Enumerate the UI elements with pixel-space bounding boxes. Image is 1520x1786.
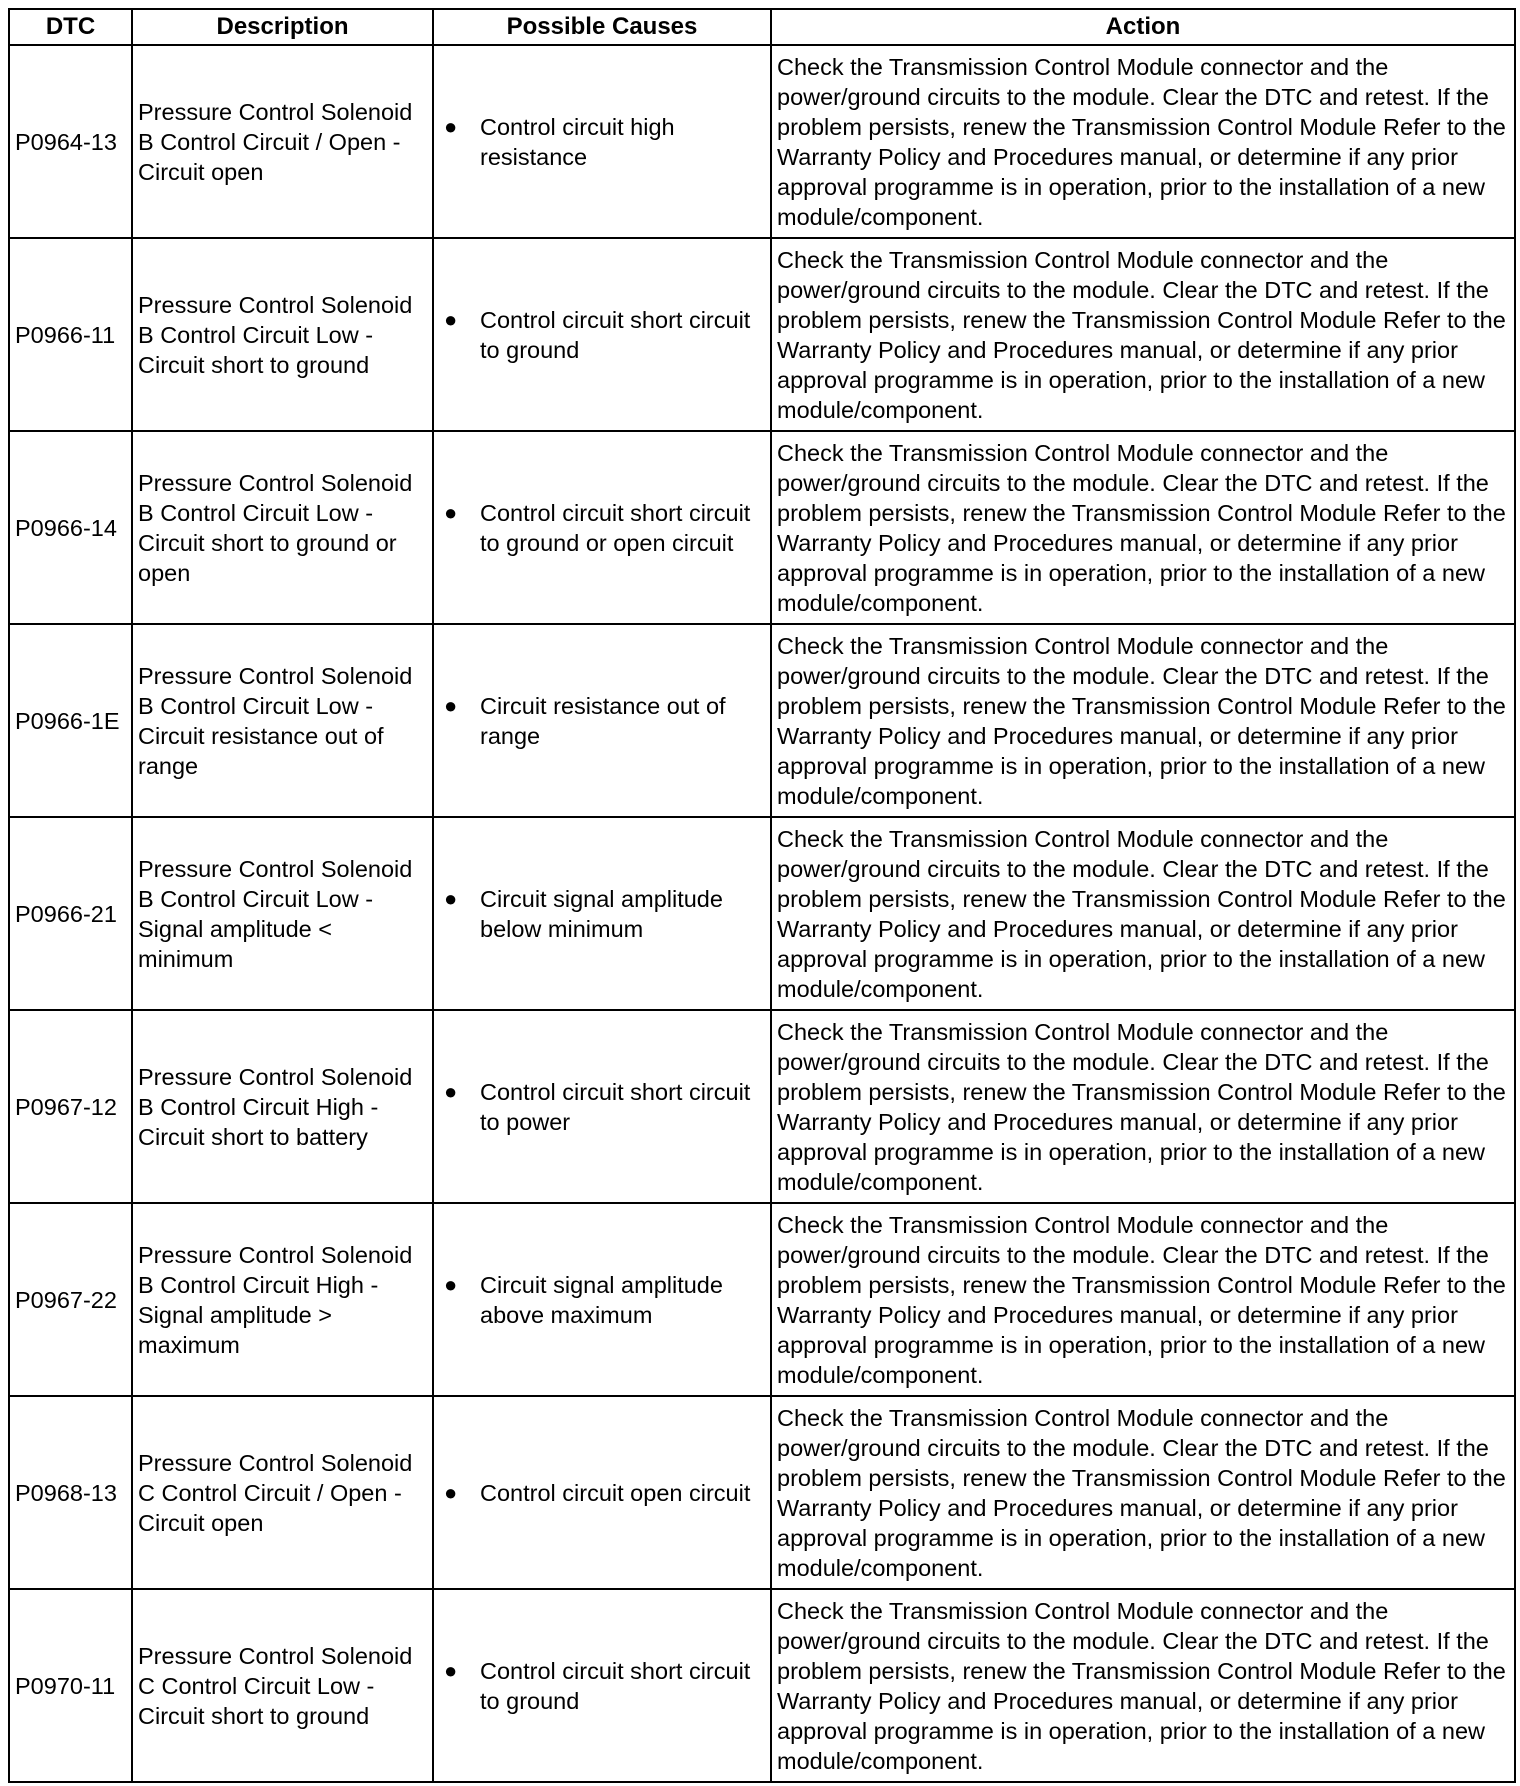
- possible-cause-text: Control circuit high resistance: [480, 113, 675, 170]
- dtc-table: [8, 8, 1516, 1783]
- dtc-code: P0967-12: [9, 1010, 132, 1203]
- action-text: Check the Transmission Control Module connector and the power/ground circuits to the module. Clear the DTC and retest. If the problem persists, renew the Transmission Control Module Refer to the Warranty Policy and Procedures manual, or determine if any prior approval programme is in operation, prior to the installation of a new module/component.: [771, 817, 1515, 1010]
- bullet-icon: ●: [444, 306, 458, 332]
- possible-cause-text: Circuit signal amplitude above maximum: [480, 1271, 723, 1328]
- table-row: [9, 1010, 1515, 1203]
- table-row: [9, 1203, 1515, 1396]
- possible-cause: [433, 1396, 771, 1589]
- possible-cause: [433, 1203, 771, 1396]
- bullet-icon: ●: [444, 885, 458, 911]
- action-text: Check the Transmission Control Module connector and the power/ground circuits to the module. Clear the DTC and retest. If the problem persists, renew the Transmission Control Module Refer to the Warranty Policy and Procedures manual, or determine if any prior approval programme is in operation, prior to the installation of a new module/component.: [771, 1589, 1515, 1782]
- header-action: Action: [771, 9, 1515, 45]
- dtc-code: P0966-1E: [9, 624, 132, 817]
- dtc-code: P0966-11: [9, 238, 132, 431]
- possible-cause-text: Control circuit short circuit to ground: [480, 306, 751, 363]
- header-dtc: DTC: [9, 9, 132, 45]
- possible-cause-text: Control circuit open circuit: [480, 1479, 751, 1506]
- possible-cause-text: Circuit signal amplitude below minimum: [480, 885, 723, 942]
- table-row: [9, 1396, 1515, 1589]
- bullet-icon: ●: [444, 499, 458, 525]
- possible-cause-text: Control circuit short circuit to ground: [480, 1657, 751, 1714]
- action-text: Check the Transmission Control Module connector and the power/ground circuits to the module. Clear the DTC and retest. If the problem persists, renew the Transmission Control Module Refer to the Warranty Policy and Procedures manual, or determine if any prior approval programme is in operation, prior to the installation of a new module/component.: [771, 238, 1515, 431]
- header-possible-causes: Possible Causes: [433, 9, 771, 45]
- dtc-code: P0966-14: [9, 431, 132, 624]
- dtc-description: Pressure Control Solenoid C Control Circuit Low - Circuit short to ground: [132, 1589, 433, 1782]
- dtc-description: Pressure Control Solenoid C Control Circuit / Open - Circuit open: [132, 1396, 433, 1589]
- bullet-icon: ●: [444, 113, 458, 139]
- table-row: [9, 817, 1515, 1010]
- action-text: Check the Transmission Control Module connector and the power/ground circuits to the module. Clear the DTC and retest. If the problem persists, renew the Transmission Control Module Refer to the Warranty Policy and Procedures manual, or determine if any prior approval programme is in operation, prior to the installation of a new module/component.: [771, 431, 1515, 624]
- header-row: [9, 9, 1515, 45]
- possible-cause: [433, 1010, 771, 1203]
- table-row: [9, 45, 1515, 238]
- possible-cause: [433, 624, 771, 817]
- table-body: [9, 45, 1515, 1782]
- action-text: Check the Transmission Control Module connector and the power/ground circuits to the module. Clear the DTC and retest. If the problem persists, renew the Transmission Control Module Refer to the Warranty Policy and Procedures manual, or determine if any prior approval programme is in operation, prior to the installation of a new module/component.: [771, 45, 1515, 238]
- dtc-code: P0964-13: [9, 45, 132, 238]
- dtc-description: Pressure Control Solenoid B Control Circuit Low - Circuit resistance out of range: [132, 624, 433, 817]
- dtc-code: P0967-22: [9, 1203, 132, 1396]
- table-row: [9, 1589, 1515, 1782]
- possible-cause-text: Circuit resistance out of range: [480, 692, 726, 749]
- bullet-icon: ●: [444, 692, 458, 718]
- possible-cause: [433, 238, 771, 431]
- dtc-description: Pressure Control Solenoid B Control Circuit Low - Signal amplitude < minimum: [132, 817, 433, 1010]
- table-row: [9, 431, 1515, 624]
- dtc-description: Pressure Control Solenoid B Control Circuit / Open - Circuit open: [132, 45, 433, 238]
- dtc-description: Pressure Control Solenoid B Control Circuit High - Circuit short to battery: [132, 1010, 433, 1203]
- action-text: Check the Transmission Control Module connector and the power/ground circuits to the module. Clear the DTC and retest. If the problem persists, renew the Transmission Control Module Refer to the Warranty Policy and Procedures manual, or determine if any prior approval programme is in operation, prior to the installation of a new module/component.: [771, 624, 1515, 817]
- action-text: Check the Transmission Control Module connector and the power/ground circuits to the module. Clear the DTC and retest. If the problem persists, renew the Transmission Control Module Refer to the Warranty Policy and Procedures manual, or determine if any prior approval programme is in operation, prior to the installation of a new module/component.: [771, 1396, 1515, 1589]
- dtc-code: P0966-21: [9, 817, 132, 1010]
- table-row: [9, 238, 1515, 431]
- possible-cause: [433, 1589, 771, 1782]
- dtc-description: Pressure Control Solenoid B Control Circuit High - Signal amplitude > maximum: [132, 1203, 433, 1396]
- possible-cause-text: Control circuit short circuit to ground or open circuit: [480, 499, 751, 556]
- possible-cause: [433, 431, 771, 624]
- dtc-code: P0970-11: [9, 1589, 132, 1782]
- possible-cause: [433, 817, 771, 1010]
- header-description: Description: [132, 9, 433, 45]
- action-text: Check the Transmission Control Module connector and the power/ground circuits to the module. Clear the DTC and retest. If the problem persists, renew the Transmission Control Module Refer to the Warranty Policy and Procedures manual, or determine if any prior approval programme is in operation, prior to the installation of a new module/component.: [771, 1203, 1515, 1396]
- dtc-description: Pressure Control Solenoid B Control Circuit Low - Circuit short to ground or open: [132, 431, 433, 624]
- bullet-icon: ●: [444, 1479, 458, 1505]
- possible-cause: [433, 45, 771, 238]
- bullet-icon: ●: [444, 1271, 458, 1297]
- bullet-icon: ●: [444, 1657, 458, 1683]
- action-text: Check the Transmission Control Module connector and the power/ground circuits to the module. Clear the DTC and retest. If the problem persists, renew the Transmission Control Module Refer to the Warranty Policy and Procedures manual, or determine if any prior approval programme is in operation, prior to the installation of a new module/component.: [771, 1010, 1515, 1203]
- bullet-icon: ●: [444, 1078, 458, 1104]
- table-header: [9, 9, 1515, 45]
- dtc-code: P0968-13: [9, 1396, 132, 1589]
- table-row: [9, 624, 1515, 817]
- dtc-description: Pressure Control Solenoid B Control Circuit Low - Circuit short to ground: [132, 238, 433, 431]
- possible-cause-text: Control circuit short circuit to power: [480, 1078, 751, 1135]
